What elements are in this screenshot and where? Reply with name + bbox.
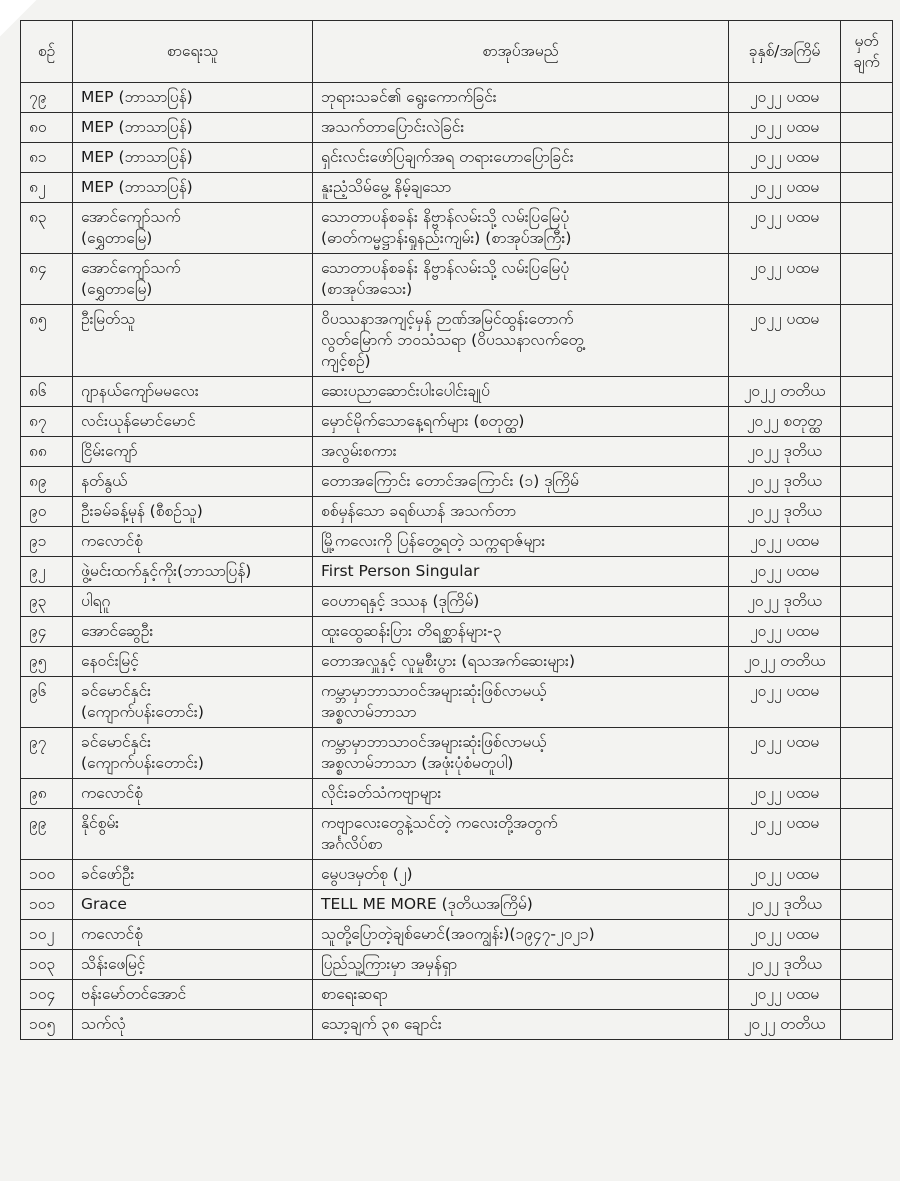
cell-year: ၂၀၂၂ ပထမ (729, 254, 841, 305)
table-row (21, 203, 893, 254)
cell-remark (841, 677, 893, 728)
cell-title (313, 407, 729, 437)
cell-year: ၂၀၂၂ ပထမ (729, 527, 841, 557)
cell-author (73, 173, 313, 203)
cell-no: ၉၁ (21, 527, 73, 557)
table-row (21, 890, 893, 920)
title-line: စာရေးဆရာ (321, 985, 388, 1003)
table-row (21, 1010, 893, 1040)
author-line: ခင်မောင်နှင်း (81, 682, 152, 700)
cell-no: ၉၃ (21, 587, 73, 617)
cell-remark (841, 1010, 893, 1040)
cell-title (313, 173, 729, 203)
author-line: နိုင်စွမ်း (81, 814, 120, 832)
title-line: အလွမ်းစကား (321, 442, 397, 460)
cell-year: ၂၀၂၂ ပထမ (729, 143, 841, 173)
title-line: ရှင်းလင်းဖော်ပြချက်အရ တရားဟောပြောခြင်း (321, 148, 574, 166)
cell-author (73, 980, 313, 1010)
title-line: အစ္စလာမ်ဘာသာ (321, 703, 417, 721)
cell-remark (841, 779, 893, 809)
title-line: ဝိပဿနာအကျင့်မှန် ဉာဏ်အမြင်ထွန်းတောက် (321, 310, 574, 328)
table-row (21, 920, 893, 950)
cell-no: ၈၆ (21, 377, 73, 407)
cell-author (73, 677, 313, 728)
title-line: နူးညံ့သိမ်မွေ့ နိမ့်ချသော (321, 178, 452, 196)
cell-year: ၂၀၂၂ ပထမ (729, 920, 841, 950)
cell-remark (841, 647, 893, 677)
cell-remark (841, 860, 893, 890)
cell-remark (841, 467, 893, 497)
author-line: အောင်ဆွေဦး (81, 622, 154, 640)
cell-no: ၈၂ (21, 173, 73, 203)
author-line: ငြိမ်းကျော် (81, 442, 138, 460)
table-row (21, 377, 893, 407)
cell-title (313, 305, 729, 377)
cell-remark (841, 557, 893, 587)
cell-author (73, 143, 313, 173)
author-line: ကလောင်စုံ (81, 784, 143, 802)
cell-title (313, 1010, 729, 1040)
cell-year: ၂၀၂၂ ပထမ (729, 728, 841, 779)
cell-remark (841, 407, 893, 437)
cell-title (313, 254, 729, 305)
author-line: MEP (ဘာသာပြန်) (81, 148, 193, 166)
cell-title (313, 113, 729, 143)
cell-year: ၂၀၂၂ တတိယ (729, 647, 841, 677)
cell-year: ၂၀၂၂ ဒုတိယ (729, 437, 841, 467)
cell-no: ၈၉ (21, 467, 73, 497)
cell-remark (841, 920, 893, 950)
author-line: ဗန်းမော်တင်အောင် (81, 985, 187, 1003)
title-line: သောတာပန်စခန်း နိဗ္ဗာန်လမ်းသို့ လမ်းပြမြေပုံ (321, 208, 570, 226)
table-row (21, 728, 893, 779)
cell-year: ၂၀၂၂ ဒုတိယ (729, 950, 841, 980)
title-line: သော့ချက် ၃၈ ချောင်း (321, 1015, 442, 1033)
author-line: သိန်းဖေမြင့် (81, 955, 146, 973)
author-line: နေဝင်းမြင့် (81, 652, 139, 670)
cell-no: ၁၀၄ (21, 980, 73, 1010)
author-line: ဦးခမ်ခန့်မုန် (စီစဉ်သူ) (81, 502, 203, 520)
cell-no: ၈၃ (21, 203, 73, 254)
author-line: (ရွှေတာမြေ) (81, 229, 153, 247)
title-line: ထူးထွေဆန်းပြား တိရစ္ဆာန်များ-၃ (321, 622, 502, 640)
title-line: မြို့ကလေးကို ပြန်တွေ့ရတဲ့ သက္ကရာဇ်များ (321, 532, 546, 550)
cell-remark (841, 203, 893, 254)
author-line: Grace (81, 895, 127, 913)
cell-title (313, 809, 729, 860)
table-row (21, 143, 893, 173)
cell-author (73, 254, 313, 305)
cell-year: ၂၀၂၂ ပထမ (729, 980, 841, 1010)
cell-no: ၈၁ (21, 143, 73, 173)
author-line: လင်းယုန်မောင်မောင် (81, 412, 196, 430)
cell-title (313, 377, 729, 407)
cell-no: ၁၀၂ (21, 920, 73, 950)
cell-title (313, 467, 729, 497)
cell-no: ၈၄ (21, 254, 73, 305)
cell-title (313, 647, 729, 677)
title-line: သူတို့ပြောတဲ့ချစ်မောင်(အဝကျွန်း)(၁၉၄၇-၂၀၂၁) (321, 925, 595, 943)
author-line: ပါရဂူ (81, 592, 111, 610)
author-line: သက်လုံ (81, 1015, 126, 1033)
cell-remark (841, 950, 893, 980)
cell-author (73, 647, 313, 677)
cell-author (73, 113, 313, 143)
cell-title (313, 728, 729, 779)
cell-author (73, 728, 313, 779)
cell-title (313, 203, 729, 254)
table-row (21, 647, 893, 677)
cell-no: ၈၈ (21, 437, 73, 467)
cell-title (313, 143, 729, 173)
cell-author (73, 860, 313, 890)
cell-no: ၉၅ (21, 647, 73, 677)
table-header-row (21, 21, 893, 83)
table-row (21, 527, 893, 557)
cell-remark (841, 527, 893, 557)
title-line: ပြည်သူ့ကြားမှာ အမှန်ရှာ (321, 955, 458, 973)
cell-year: ၂၀၂၂ ဒုတိယ (729, 587, 841, 617)
cell-author (73, 950, 313, 980)
cell-year: ၂၀၂၂ ပထမ (729, 113, 841, 143)
table-row (21, 497, 893, 527)
title-line: သောတာပန်စခန်း နိဗ္ဗာန်လမ်းသို့ လမ်းပြမြေပုံ (321, 259, 570, 277)
cell-author (73, 497, 313, 527)
title-line: မွေပဒမှတ်စု (၂) (321, 865, 413, 883)
cell-author (73, 527, 313, 557)
cell-no: ၉၉ (21, 809, 73, 860)
cell-no: ၉၈ (21, 779, 73, 809)
cell-title (313, 83, 729, 113)
title-line: မှောင်မိုက်သောနေ့ရက်များ (စတုတ္ထ) (321, 412, 525, 430)
cell-remark (841, 173, 893, 203)
cell-year: ၂၀၂၂ ပထမ (729, 860, 841, 890)
cell-author (73, 407, 313, 437)
author-line: ဦးမြတ်သူ (81, 310, 136, 328)
cell-author (73, 1010, 313, 1040)
author-line: ခင်မောင်နှင်း (81, 733, 152, 751)
cell-year: ၂၀၂၂ ပထမ (729, 809, 841, 860)
cell-remark (841, 254, 893, 305)
cell-title (313, 920, 729, 950)
cell-no: ၉၇ (21, 728, 73, 779)
cell-title (313, 437, 729, 467)
author-line: ခင်ဖော်ဦး (81, 865, 135, 883)
cell-year: ၂၀၂၂ ဒုတိယ (729, 467, 841, 497)
author-line: MEP (ဘာသာပြန်) (81, 178, 193, 196)
table-row (21, 254, 893, 305)
title-line: တောအကြောင်း တောင်အကြောင်း (၁) ဒုကြိမ် (321, 472, 579, 490)
cell-year: ၂၀၂၂ စတုတ္ထ (729, 407, 841, 437)
cell-remark (841, 143, 893, 173)
cell-year: ၂၀၂၂ ပထမ (729, 173, 841, 203)
title-line: (စာအုပ်အသေး) (321, 280, 413, 298)
cell-title (313, 557, 729, 587)
title-line: တောအလှူနှင့် လူမှုစီးပွား (ရသအက်ဆေးများ) (321, 652, 576, 670)
table-row (21, 173, 893, 203)
header-author: စာရေးသူ (73, 21, 313, 83)
cell-author (73, 305, 313, 377)
table-row (21, 779, 893, 809)
cell-year: ၂၀၂၂ ပထမ (729, 779, 841, 809)
cell-author (73, 203, 313, 254)
header-year: ခုနှစ်/အကြိမ် (729, 21, 841, 83)
cell-no: ၁၀၅ (21, 1010, 73, 1040)
table-row (21, 305, 893, 377)
cell-remark (841, 113, 893, 143)
title-line: ဝေဟာရနှင့် ဒဿန (ဒုကြိမ်) (321, 592, 480, 610)
table-row (21, 980, 893, 1010)
cell-author (73, 557, 313, 587)
author-line: MEP (ဘာသာပြန်) (81, 88, 193, 106)
cell-title (313, 497, 729, 527)
title-line: အသက်တာပြောင်းလဲခြင်း (321, 118, 465, 136)
table-row (21, 677, 893, 728)
cell-no: ၉၀ (21, 497, 73, 527)
title-line: စစ်မှန်သော ခရစ်ယာန် အသက်တာ (321, 502, 516, 520)
author-line: အောင်ကျော်သက် (81, 208, 181, 226)
title-line: ကမ္ဘာမှာဘာသာဝင်အများဆုံးဖြစ်လာမယ့် (321, 682, 547, 700)
cell-title (313, 527, 729, 557)
cell-no: ၈၀ (21, 113, 73, 143)
table-row (21, 950, 893, 980)
author-line: ကလောင်စုံ (81, 925, 143, 943)
cell-remark (841, 728, 893, 779)
author-line: နတ်နွယ် (81, 472, 128, 490)
cell-remark (841, 83, 893, 113)
title-line: လွတ်မြောက် ဘဝသံသရာ (ဝိပဿနာလက်တွေ့ (321, 331, 584, 349)
header-no: စဉ် (21, 21, 73, 83)
cell-no: ၇၉ (21, 83, 73, 113)
author-line: ဂျာနယ်ကျော်မမလေး (81, 382, 199, 400)
author-line: ဖွဲ့မင်းထက်နှင့်ကိုး(ဘာသာပြန်) (81, 562, 252, 580)
title-line: ဘုရားသခင်၏ ရွေးကောက်ခြင်း (321, 88, 497, 106)
cell-author (73, 437, 313, 467)
cell-remark (841, 587, 893, 617)
cell-year: ၂၀၂၂ ဒုတိယ (729, 497, 841, 527)
cell-author (73, 809, 313, 860)
cell-remark (841, 890, 893, 920)
cell-year: ၂၀၂၂ ပထမ (729, 557, 841, 587)
cell-author (73, 377, 313, 407)
book-list-table (20, 20, 893, 1040)
cell-year: ၂၀၂၂ ပထမ (729, 83, 841, 113)
cell-title (313, 980, 729, 1010)
cell-year: ၂၀၂၂ ပထမ (729, 203, 841, 254)
title-line: ကမ္ဘာမှာဘာသာဝင်အများဆုံးဖြစ်လာမယ့် (321, 733, 547, 751)
title-line: First Person Singular (321, 562, 480, 580)
title-line: ဆေးပညာဆောင်းပါးပေါင်းချုပ် (321, 382, 490, 400)
cell-no: ၉၆ (21, 677, 73, 728)
author-line: (ကျောက်ပန်းတောင်း) (81, 754, 204, 772)
author-line: (ကျောက်ပန်းတောင်း) (81, 703, 204, 721)
cell-title (313, 950, 729, 980)
table-row (21, 467, 893, 497)
cell-title (313, 587, 729, 617)
cell-year: ၂၀၂၂ တတိယ (729, 1010, 841, 1040)
cell-year: ၂၀၂၂ တတိယ (729, 377, 841, 407)
title-line: (ဓာတ်ကမ္မဋ္ဌာန်းရှုနည်းကျမ်း) (စာအုပ်အကြီး) (321, 229, 572, 247)
cell-remark (841, 377, 893, 407)
cell-author (73, 920, 313, 950)
cell-author (73, 467, 313, 497)
author-line: (ရွှေတာမြေ) (81, 280, 153, 298)
cell-no: ၈၅ (21, 305, 73, 377)
cell-remark (841, 809, 893, 860)
table-row (21, 437, 893, 467)
table-row (21, 557, 893, 587)
cell-no: ၁၀၃ (21, 950, 73, 980)
cell-author (73, 587, 313, 617)
cell-title (313, 890, 729, 920)
table-row (21, 407, 893, 437)
author-line: ကလောင်စုံ (81, 532, 143, 550)
title-line: အင်္ဂလိပ်စာ (321, 835, 383, 853)
title-line: ကဗျာလေးတွေနဲ့သင်တဲ့ ကလေးတို့အတွက် (321, 814, 558, 832)
cell-author (73, 779, 313, 809)
cell-remark (841, 437, 893, 467)
cell-title (313, 779, 729, 809)
cell-title (313, 677, 729, 728)
book-list-sheet (20, 20, 892, 1040)
cell-no: ၉၂ (21, 557, 73, 587)
table-row (21, 809, 893, 860)
cell-no: ၁၀၀ (21, 860, 73, 890)
cell-no: ၈၇ (21, 407, 73, 437)
cell-title (313, 617, 729, 647)
table-row (21, 113, 893, 143)
cell-remark (841, 617, 893, 647)
title-line: TELL ME MORE (ဒုတိယအကြိမ်) (321, 895, 533, 913)
title-line: အစ္စလာမ်ဘာသာ (အဖုံးပုံစံမတူပါ) (321, 754, 514, 772)
table-row (21, 83, 893, 113)
cell-author (73, 890, 313, 920)
cell-no: ၁၀၁ (21, 890, 73, 920)
cell-remark (841, 497, 893, 527)
cell-no: ၉၄ (21, 617, 73, 647)
title-line: လိုင်းခတ်သံကဗျာများ (321, 784, 442, 802)
table-row (21, 860, 893, 890)
header-remark: မှတ် ချက် (841, 21, 893, 83)
author-line: အောင်ကျော်သက် (81, 259, 181, 277)
table-body (21, 83, 893, 1040)
cell-author (73, 83, 313, 113)
header-title: စာအုပ်အမည် (313, 21, 729, 83)
cell-year: ၂၀၂၂ ပထမ (729, 305, 841, 377)
author-line: MEP (ဘာသာပြန်) (81, 118, 193, 136)
table-row (21, 587, 893, 617)
cell-remark (841, 980, 893, 1010)
title-line: ကျင့်စဉ်) (321, 352, 371, 370)
cell-year: ၂၀၂၂ ပထမ (729, 677, 841, 728)
cell-remark (841, 305, 893, 377)
cell-year: ၂၀၂၂ ပထမ (729, 617, 841, 647)
cell-year: ၂၀၂၂ ဒုတိယ (729, 890, 841, 920)
cell-title (313, 860, 729, 890)
table-row (21, 617, 893, 647)
cell-author (73, 617, 313, 647)
